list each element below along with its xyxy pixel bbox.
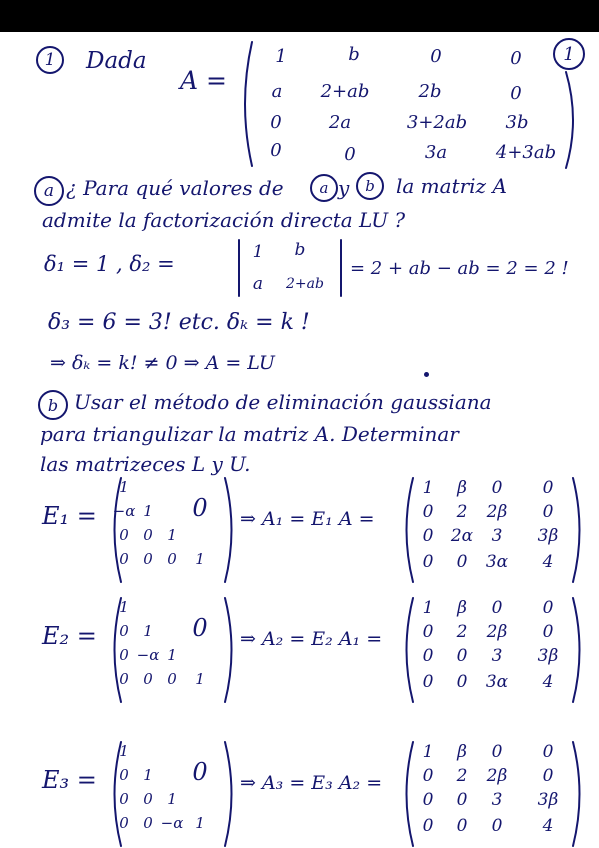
A-matrix-cell: 3β [537, 526, 559, 546]
part-b-line1: Usar el método de eliminación gaussiana [74, 390, 492, 414]
A-matrix-cell: 0 [422, 816, 434, 836]
A-matrix-cell: β [457, 742, 467, 762]
E-matrix-cell: 1 [143, 766, 153, 784]
E-matrix-cell: 1 [119, 478, 129, 496]
part-b-line3: las matrizeces L y U. [40, 452, 251, 476]
A-matrix-left-paren [398, 740, 416, 848]
matrix-A-cell: 2a [328, 112, 352, 133]
E-matrix-label: E₃ = [42, 766, 97, 794]
A-matrix-cell: 0 [456, 672, 468, 692]
E-matrix-right-paren [222, 740, 240, 848]
matrix-A-left-paren [236, 40, 256, 168]
det-result: = 2 + ab − ab = 2 = 2 ! [350, 258, 569, 279]
A-matrix-cell: 1 [422, 598, 434, 618]
part-a-question-end: la matriz A [396, 174, 507, 198]
A-matrix-cell: 0 [491, 598, 503, 618]
A-matrix-cell: 2β [486, 622, 508, 642]
matrix-A-cell: 3a [424, 142, 448, 163]
E-matrix-cell: 0 [119, 814, 129, 832]
A-matrix-cell: 0 [422, 552, 434, 572]
E-matrix-cell: 0 [143, 790, 153, 808]
A-matrix-cell: 0 [491, 742, 503, 762]
matrix-A-right-paren [562, 70, 582, 170]
E-matrix-cell: 1 [119, 742, 129, 760]
A-matrix-cell: 1 [422, 742, 434, 762]
E-matrix-cell: 0 [143, 814, 153, 832]
step-equation: ⇒ A₁ = E₁ A = [240, 508, 375, 530]
A-matrix-cell: 4 [542, 816, 554, 836]
A-matrix-cell: 0 [456, 816, 468, 836]
E-matrix-cell: 0 [192, 758, 208, 786]
E-matrix-cell: 0 [119, 622, 129, 640]
conclusion-dot [424, 372, 429, 377]
E-matrix-cell: 1 [143, 502, 153, 520]
det-cell: a [252, 274, 264, 294]
A-matrix-cell: 1 [422, 478, 434, 498]
det-right-bar [338, 238, 344, 298]
det-cell: 1 [252, 242, 264, 262]
corner-number-circle [553, 38, 585, 70]
problem-intro: Dada [86, 48, 147, 74]
E-matrix-cell: −α [136, 646, 160, 664]
E-matrix-cell: 0 [143, 670, 153, 688]
A-matrix-cell: 0 [542, 742, 554, 762]
E-matrix-cell: 0 [143, 526, 153, 544]
A-matrix-cell: 0 [456, 790, 468, 810]
part-a-question-y: y [338, 176, 350, 200]
A-matrix-cell: 0 [422, 766, 434, 786]
E-matrix-cell: 1 [195, 550, 205, 568]
part-a-question-line1: ¿ Para qué valores de [66, 176, 284, 200]
E-matrix-cell: 1 [195, 670, 205, 688]
matrix-A-cell: 4+3ab [495, 142, 557, 163]
E-matrix-cell: 0 [192, 614, 208, 642]
problem-number-circle [36, 46, 64, 74]
A-matrix-cell: 3α [485, 672, 509, 692]
E-matrix-cell: 0 [192, 494, 208, 522]
part-a-question-line2: admite la factorización directa LU ? [42, 208, 406, 232]
A-matrix-cell: 0 [422, 646, 434, 666]
matrix-A-cell: 0 [344, 144, 356, 165]
A-matrix-cell: 2 [456, 622, 468, 642]
E-matrix-cell: 1 [167, 526, 177, 544]
conclusion-line: ⇒ δₖ = k! ≠ 0 ⇒ A = LU [50, 352, 275, 374]
part-b-line2: para triangulizar la matriz A. Determinar [40, 422, 459, 446]
A-matrix-cell: 4 [542, 672, 554, 692]
matrix-A-cell: 0 [430, 46, 442, 67]
matrix-A-cell: 3+2ab [406, 112, 468, 133]
E-matrix-right-paren [222, 596, 240, 704]
A-matrix-cell: 2β [486, 502, 508, 522]
A-matrix-cell: 0 [422, 790, 434, 810]
A-matrix-cell: 0 [456, 646, 468, 666]
A-matrix-cell: 0 [542, 502, 554, 522]
matrix-A-cell: 3b [505, 112, 529, 133]
A-matrix-cell: 3β [537, 790, 559, 810]
part-a-var-a: a [319, 179, 329, 197]
A-matrix-cell: 3β [537, 646, 559, 666]
A-matrix-cell: 3 [491, 526, 503, 546]
A-matrix-cell: 0 [491, 478, 503, 498]
part-a-var-b: b [365, 177, 375, 195]
matrix-A-cell: 2b [418, 81, 442, 102]
matrix-A-cell: 0 [510, 83, 522, 104]
matrix-A-cell: 2+ab [320, 81, 370, 102]
E-matrix-cell: 0 [119, 670, 129, 688]
E-matrix-cell: 0 [167, 550, 177, 568]
E-matrix-cell: 0 [119, 550, 129, 568]
det-left-bar [236, 238, 242, 298]
delta-1-2-line: δ₁ = 1 , δ₂ = [44, 252, 175, 276]
A-matrix-right-paren [570, 476, 588, 584]
matrix-A-cell: 1 [275, 46, 287, 67]
A-matrix-cell: β [457, 478, 467, 498]
E-matrix-right-paren [222, 476, 240, 584]
part-b-circle [38, 390, 68, 420]
step-equation: ⇒ A₂ = E₂ A₁ = [240, 628, 383, 650]
A-matrix-cell: 0 [542, 478, 554, 498]
part-a-var-b-circle [356, 172, 384, 200]
A-matrix-right-paren [570, 596, 588, 704]
matrix-A-cell: 0 [270, 140, 282, 161]
problem-number: 1 [44, 50, 56, 70]
A-matrix-right-paren [570, 740, 588, 848]
A-matrix-cell: 0 [422, 526, 434, 546]
A-matrix-cell: 0 [456, 552, 468, 572]
A-matrix-cell: 0 [422, 502, 434, 522]
A-matrix-cell: β [457, 598, 467, 618]
part-a-circle [34, 176, 64, 206]
E-matrix-cell: 0 [119, 646, 129, 664]
A-matrix-left-paren [398, 476, 416, 584]
E-matrix-cell: 0 [119, 526, 129, 544]
A-matrix-cell: 2α [450, 526, 474, 546]
E-matrix-cell: 0 [167, 670, 177, 688]
E-matrix-cell: 1 [195, 814, 205, 832]
E-matrix-label: E₁ = [42, 502, 97, 530]
E-matrix-cell: 1 [167, 790, 177, 808]
det-cell: b [294, 240, 306, 260]
E-matrix-label: E₂ = [42, 622, 97, 650]
E-matrix-cell: −α [112, 502, 136, 520]
part-b-label: b [47, 395, 59, 415]
A-matrix-cell: 0 [542, 598, 554, 618]
A-matrix-cell: 0 [422, 672, 434, 692]
E-matrix-cell: 1 [167, 646, 177, 664]
A-matrix-cell: 4 [542, 552, 554, 572]
E-matrix-cell: 0 [143, 550, 153, 568]
matrix-A-cell: a [271, 81, 283, 102]
matrix-A-cell: 0 [270, 112, 282, 133]
A-matrix-cell: 3α [485, 552, 509, 572]
A-matrix-cell: 0 [491, 816, 503, 836]
A-matrix-cell: 3 [491, 790, 503, 810]
E-matrix-cell: 0 [119, 766, 129, 784]
delta-3-line: δ₃ = 6 = 3! etc. δₖ = k ! [48, 310, 310, 335]
A-matrix-cell: 0 [542, 622, 554, 642]
top-black-bar [0, 0, 599, 32]
A-matrix-cell: 2 [456, 502, 468, 522]
matrix-A-cell: 0 [510, 48, 522, 69]
A-matrix-cell: 2 [456, 766, 468, 786]
E-matrix-cell: 1 [119, 598, 129, 616]
E-matrix-cell: 0 [119, 790, 129, 808]
step-equation: ⇒ A₃ = E₃ A₂ = [240, 772, 383, 794]
part-a-var-a-circle [310, 174, 338, 202]
det-cell: 2+ab [286, 276, 324, 292]
part-a-label: a [43, 181, 55, 201]
A-matrix-cell: 0 [542, 766, 554, 786]
A-matrix-left-paren [398, 596, 416, 704]
matrix-A-label: A = [180, 66, 227, 95]
matrix-A-cell: b [348, 44, 360, 65]
corner-number: 1 [563, 43, 575, 65]
E-matrix-cell: 1 [143, 622, 153, 640]
A-matrix-cell: 0 [422, 622, 434, 642]
A-matrix-cell: 2β [486, 766, 508, 786]
E-matrix-cell: −α [160, 814, 184, 832]
A-matrix-cell: 3 [491, 646, 503, 666]
